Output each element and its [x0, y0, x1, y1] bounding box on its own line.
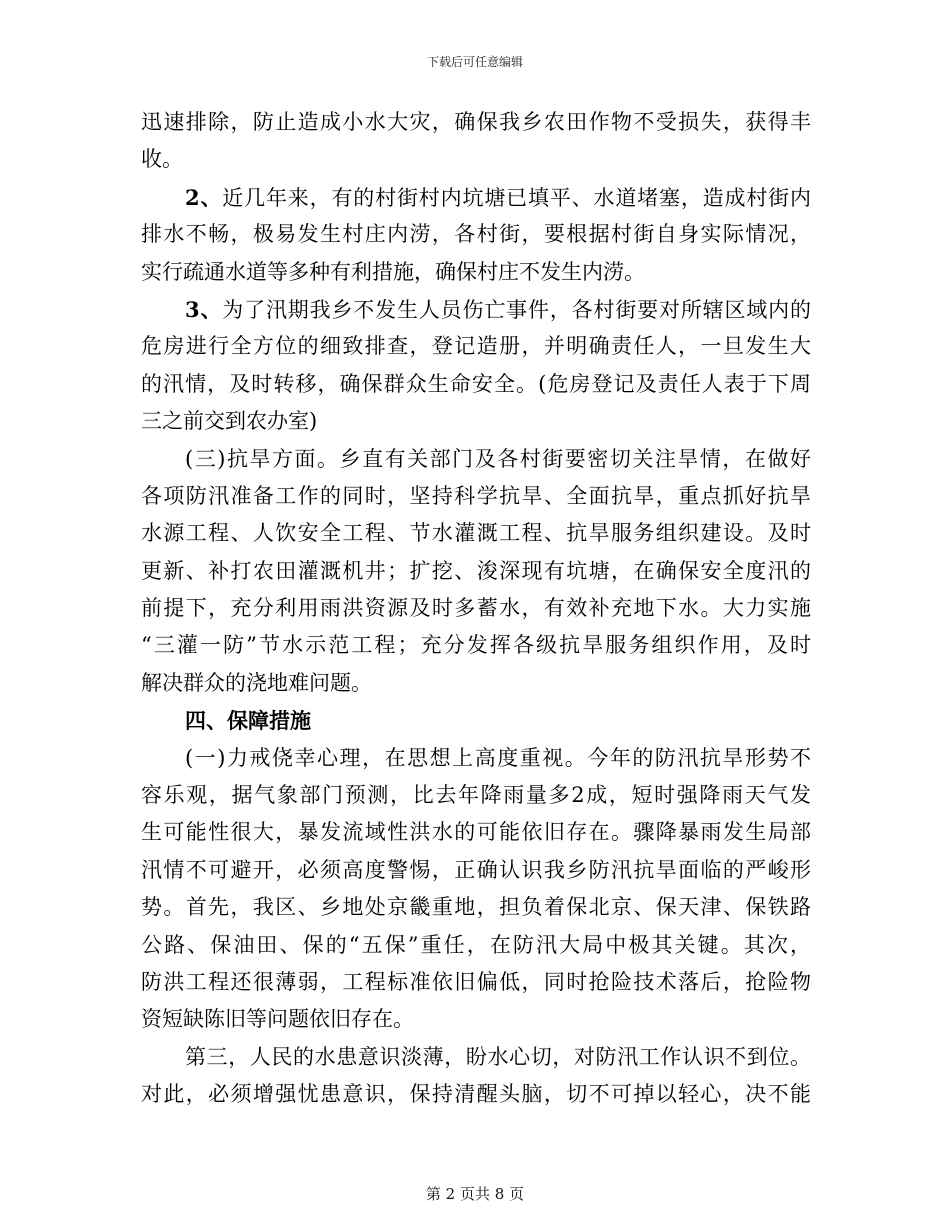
body-line: 防洪工程还很薄弱，工程标准依旧偏低，同时抢险技术落后，抢险物 — [141, 969, 811, 994]
body-line: 第三，人民的水患意识淡薄，盼水心切，对防汛工作认识不到位。 — [185, 1044, 811, 1069]
page-footer: 第 2 页共 8 页 — [425, 1185, 525, 1203]
body-line: 迅速排除，防止造成小水大灾，确保我乡农田作物不受损失，获得丰 — [141, 110, 811, 134]
subsection-mindset: (一)力戒侥幸心理，在思想上高度重视。今年的防汛抗旱形势不 — [185, 745, 811, 770]
document-body — [141, 104, 811, 1114]
body-line: 对此，必须增强忧患意识，保持清醒头脑，切不可掉以轻心，决不能 — [141, 1082, 811, 1107]
body-line: 各项防汛准备工作的同时，坚持科学抗旱、全面抗旱，重点抓好抗旱 — [141, 483, 811, 508]
body-line: 容乐观，据气象部门预测，比去年降雨量多2成，短时强降雨天气发 — [141, 783, 811, 808]
body-line: 解决群众的浇地难问题。 — [141, 670, 372, 695]
body-line: 前提下，充分利用雨洪资源及时多蓄水，有效补充地下水。大力实施 — [141, 596, 811, 621]
item-number: 2、 — [185, 184, 223, 210]
body-line: 公路、保油田、保的“五保”重任，在防汛大局中极其关键。其次， — [141, 932, 811, 957]
numbered-item-2: 2、近几年来，有的村街村内坑塘已填平、水道堵塞，造成村街内 — [185, 184, 811, 210]
body-line: 汛情不可避开，必须高度警惕，正确认识我乡防汛抗旱面临的严峻形 — [141, 857, 811, 882]
body-line: 排水不畅，极易发生村庄内涝，各村街，要根据村街自身实际情况， — [141, 222, 811, 247]
body-line: 三之前交到农办室) — [141, 409, 318, 434]
body-line: 资短缺陈旧等问题依旧存在。 — [141, 1007, 414, 1032]
section-heading: 四、保障措施 — [185, 708, 311, 734]
body-line: 的汛情，及时转移，确保群众生命安全。(危房登记及责任人表于下周 — [141, 371, 811, 396]
body-line: 生可能性很大，暴发流域性洪水的可能依旧存在。骤降暴雨发生局部 — [141, 820, 811, 845]
body-line: 更新、补打农田灌溉机井；扩挖、浚深现有坑塘，在确保安全度汛的 — [141, 558, 811, 583]
body-line: “三灌一防”节水示范工程；充分发挥各级抗旱服务组织作用，及时 — [141, 633, 811, 658]
body-line: 水源工程、人饮安全工程、节水灌溉工程、抗旱服务组织建设。及时 — [141, 521, 811, 546]
body-line: 收。 — [141, 147, 183, 172]
body-line: 危房进行全方位的细致排查，登记造册，并明确责任人，一旦发生大 — [141, 334, 811, 359]
body-line: 实行疏通水道等多种有利措施，确保村庄不发生内涝。 — [141, 259, 645, 284]
page-header: 下载后可任意编辑 — [426, 55, 523, 69]
numbered-item-3: 3、为了汛期我乡不发生人员伤亡事件，各村街要对所辖区域内的 — [185, 296, 811, 322]
item-number: 3、 — [185, 296, 223, 322]
subsection-drought: (三)抗旱方面。乡直有关部门及各村街要密切关注旱情，在做好 — [185, 446, 811, 471]
body-line: 势。首先，我区、乡地处京畿重地，担负着保北京、保天津、保铁路 — [141, 895, 811, 920]
